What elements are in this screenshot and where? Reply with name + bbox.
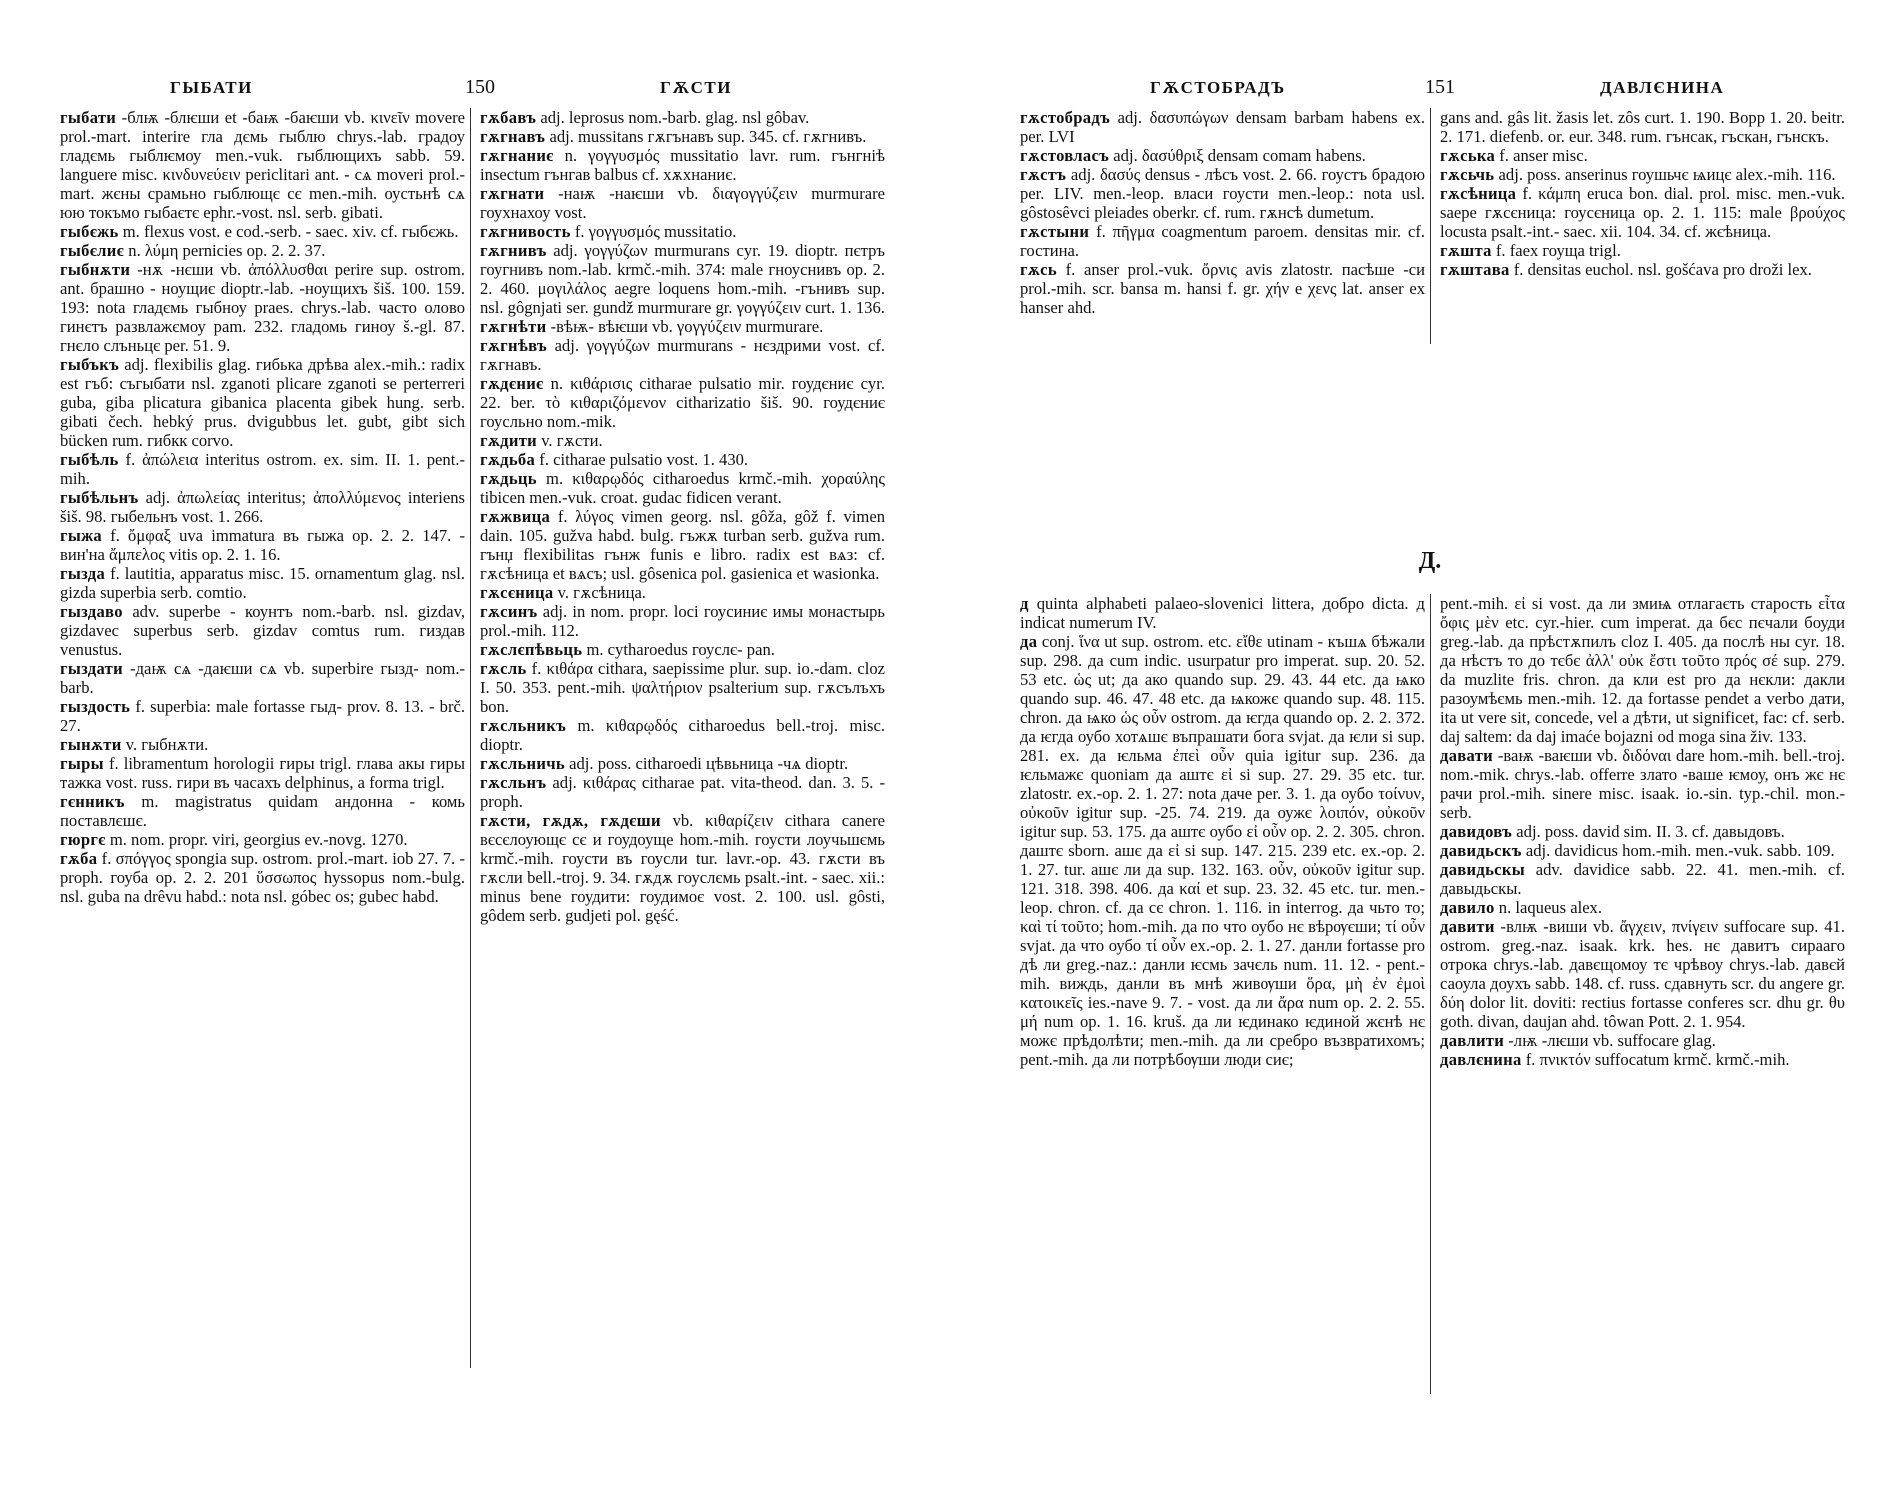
entry-definition: pent.-mih. εἰ si vost. да ли змиѩ отлагаєть старость εἶτα ὄφις μὲν etc. cyr.-hier. cum imperat. да бєс пєчали боуди greg.-lab. да прѣстѫпилъ cloz I. 405. да послѣ ны cyr. 18. да нѣстъ то до тєбє ἀλλ' οὐκ ἔστι τοῦτο πρός σέ sup. 279. da muzlite fris. chron. да кли est pro да нєкли: дакли разоумѣємь men.-mih. 12. да fortasse pendet a verbo дати, ita ut vere sit, concede, vel a дѣти, ut significet, fac: cf. serb. daj saltem: da daj imaće bojazni od moga sina živ. 133. — [1440, 594, 1845, 746]
dictionary-entry — [480, 583, 885, 602]
entry-definition: f. faex гоуща trigl. — [1495, 241, 1621, 260]
dictionary-entry — [480, 108, 885, 127]
entry-headword: гѫсльничь — [480, 754, 565, 773]
entry-definition: m. magistratus quidam андонна - комь поставлєшє. — [60, 792, 465, 830]
entry-definition: f. ἀπώλεια interitus ostrom. ex. sim. II. 1. pent.-mih. — [60, 450, 465, 488]
dictionary-entry — [480, 146, 885, 184]
dictionary-entry — [480, 184, 885, 222]
entry-definition: f. ὄμφαξ uva immatura въ гыжа op. 2. 2. 147. - вин'на ἄμπελος vitis op. 2. 1. 16. — [60, 526, 465, 564]
entry-headword: гѫсльникъ — [480, 716, 567, 735]
entry-definition: adj. in nom. propr. loci гоусиниє имы монастырь prol.-mih. 112. — [480, 602, 885, 640]
entry-headword: гыбати — [60, 108, 117, 127]
dictionary-entry — [1440, 841, 1845, 860]
entry-definition: adj. δασύθριξ densam comam habens. — [1113, 146, 1366, 165]
entry-headword: гѫсль — [480, 659, 527, 678]
dictionary-entry — [60, 488, 465, 526]
entry-headword: гѫслєпѣвьць — [480, 640, 583, 659]
entry-definition: n. λύμη pernicies op. 2. 2. 37. — [128, 241, 326, 260]
dictionary-entry — [1020, 222, 1425, 260]
entry-definition: -нѫ -нєши vb. ἀπόλλυσθαι perire sup. ostrom. ant. брашно - ноущиє dioptr.-lab. -ноущихъ šiš. 100. 159. 193: nota гладємь гыбноу praes. chrys.-lab. часто олово гинєтъ развлажємоу pam. 232. гладомь гиноу š.-gl. 87. гнєло слъньцє per. 51. 9. — [60, 260, 465, 355]
entry-definition: m. κιθαρῳδός citharoedus bell.-troj. misc. dioptr. — [480, 716, 885, 754]
entry-headword: гыры — [60, 754, 104, 773]
entry-definition: adv. superbe - коунтъ nom.-barb. nsl. gizdav, gizdavec superbus serb. gizdav comtus rum. гиздав venustus. — [60, 602, 465, 659]
entry-definition: -блѭ -блѥши et -баѭ -баѥши vb. κινεῖν movere prol.-mart. interire гла дємь гыблю chrys.-lab. градоу гладємь гыблѥмоу men.-vuk. гыблющихъ sabb. 59. languere misc. κινδυνεύειν periclitari ant. - сѧ moveri prol.-mart. жєны срамьно гыблющє сє men.-mih. оустьнѣ сѧ юю токъмо гыбаєтє ephr.-vost. nsl. serb. gibati. — [60, 108, 465, 222]
entry-headword: гыбєлиє — [60, 241, 125, 260]
entry-definition: n. γογγυσμός mussitatio lavr. rum. гънгніѣ insectum гънгав balbus cf. хѫхнаниє. — [480, 146, 885, 184]
dictionary-entry — [480, 811, 885, 925]
dictionary-entry — [480, 602, 885, 640]
entry-definition: f. σπόγγος spongia sup. ostrom. prol.-mart. iob 27. 7. - proph. гоуба op. 2. 2. 201 ὕσσωπος hyssopus nom.-bulg. nsl. guba na drêvu habd.: nota nsl. góbec os; gubec habd. — [60, 849, 466, 906]
dictionary-entry — [480, 374, 885, 431]
dictionary-entry — [480, 336, 885, 374]
dictionary-entry — [480, 773, 885, 811]
column-rule — [1430, 108, 1431, 344]
entry-definition: -наѭ -наѥши vb. διαγογγύζειν murmurare гоухнахоу vost. — [480, 184, 885, 222]
right-page-upper-column-2 — [1440, 108, 1845, 279]
entry-definition: conj. ἵνα ut sup. ostrom. etc. εἴθε utinam - къшѧ бѣжали sup. 298. да cum indic. usurpatur pro imperat. sup. 20. 52. 53 etc. ὡς ut; да ако quando sup. 29. 43. 44 etc. да ѩко quando sup. 46. 47. 48 etc. да ѩкожє quando sup. 48. 115. chron. да ѩко ὡς οὖν ostrom. да ѥгда quando op. 2. 2. 372. да ѥгда оубо хотѧшє въпрашати бога svjat. да ѥли si sup. 281. ex. да ѥльма ἐπεὶ οὖν quia igitur sup. 236. да ѥльмажє quoniam да аштє εἰ si sup. 27. 29. 35 etc. tur. zlatostr. ex.-op. 2. 1. 27: nota даче per. 3. 1. да оубо τοίνυν, οὐκοῦν igitur sup. -25. 74. 219. да оужє λοιπόν, οὐκοῦν igitur sup. 53. 175. да аштє оубо εἰ οὖν op. 2. 2. 305. chron. даштє sborn. ашє да εἰ si sup. 147. 215. 239 etc. ex.-op. 2. 1. 27. tur. ашє ли да sup. 132. 163. οὖν, οὐκοῦν igitur sup. 121. 318. 398. 406. да καί et sup. 23. 32. 45 etc. tur. men.-leop. chron. cf. да сє chron. 1. 116. in interrog. да чьто то; καὶ τί τοῦτο; hom.-mih. да по что оубо нє вѣрѹєши; τί οὖν svjat. да что оубо τί οὖν ex.-op. 2. 1. 27. данли fortasse pro дѣ ли greg.-naz.: данли ѥсмь зачєль num. 11. 12. - pent.-mih. виждь, данли въ мнѣ живѹши ὅρα, μὴ ἐν ἐμοὶ κατοικεῖς ies.-nave 9. 7. - vost. да ли ἄρα num op. 2. 2. 55. μή num op. 1. 16. kruš. да ли ѥдинако ѥдиной жєнѣ нє можє прѣдолѣти; men.-mih. да ли сребро възвратихомъ; pent.-mih. да ли потрѣбѹши люди сиє; — [1020, 632, 1425, 1069]
entry-headword: гѫдьба — [480, 450, 536, 469]
dictionary-entry — [480, 716, 885, 754]
entry-definition: f. citharae pulsatio vost. 1. 430. — [539, 450, 749, 469]
entry-definition: m. κιθαρῳδός citharoedus krmč.-mih. χοραύλης tibicen men.-vuk. croat. gudac fidicen verant. — [480, 469, 885, 507]
entry-definition: f. densitas euchol. nsl. gošćava pro droži lex. — [1513, 260, 1812, 279]
entry-definition: m. flexus vost. e cod.-serb. - saec. xiv. cf. гыбєжь. — [122, 222, 459, 241]
dictionary-entry — [1020, 594, 1425, 632]
entry-headword: давити — [1440, 917, 1495, 936]
entry-definition: adj. mussitans гѫгънавъ sup. 345. cf. гѫгнивъ. — [549, 127, 867, 146]
entry-headword: гыздость — [60, 697, 131, 716]
entry-definition: -влѭ -виши vb. ἄγχειν, πνίγειν suffocare sup. 41. ostrom. greg.-naz. isaak. krk. hes. нє давитъ сирааго отрока chrys.-lab. давєщомоу тє чрѣвоу chrys.-lab. давєй саоула доухъ sabb. 148. cf. russ. сдавнуть scr. du angere gr. δύη dolor lit. doviti: rectius fortasse conferes scr. dhu gr. θυ goth. divan, daujan ahd. tôwan Pott. 2. 1. 954. — [1440, 917, 1845, 1031]
running-head-first-word: ГѪСТОБРАДЪ — [1150, 78, 1286, 97]
dictionary-entry — [1440, 184, 1845, 241]
entry-headword: гѫгнѣвъ — [480, 336, 547, 355]
entry-definition: adj. davidicus hom.-mih. men.-vuk. sabb. 109. — [1525, 841, 1835, 860]
entry-definition: adj. γογγύζων murmurans cyr. 19. dioptr. пєтръ гоугнивъ nom.-lab. krmč.-mih. 374: male гноуснивъ op. 2. 2. 460. μογιλάλος aegre loquens hom.-mih. -гънивъ sup. nsl. gôgnjati ser. gundž murmurare gr. γογγύζειν curt. 1. 136. — [480, 241, 885, 317]
entry-definition: f. anser misc. — [1499, 146, 1588, 165]
dictionary-entry — [1440, 241, 1845, 260]
entry-headword: давлити — [1440, 1031, 1505, 1050]
entry-headword: гѫсьчь — [1440, 165, 1495, 184]
entry-headword: гѫгнивость — [480, 222, 571, 241]
entry-headword: гѫштава — [1440, 260, 1510, 279]
entry-headword: гѫгнавъ — [480, 127, 546, 146]
dictionary-entry — [60, 526, 465, 564]
right-page-upper-column-1 — [1020, 108, 1425, 317]
column-rule — [1430, 594, 1431, 1394]
entry-definition: -вѣѭ- вѣѥши vb. γογγύζειν murmurare. — [550, 317, 824, 336]
dictionary-entry — [1440, 260, 1845, 279]
entry-headword: гѫсти, гѫдѫ, гѫдєши — [480, 811, 661, 830]
entry-definition: vb. κιθαρίζειν citharа canere вєсєлоующє сє и гоудоуще hom.-mih. гоусти лоучьшємь krmč.-mih. гоусти въ гоусли tur. lavr.-op. 43. гѫсти въ гѫсли bell.-troj. 9. 34. гѫдѫ гоуслємь psalt.-int. - saec. xii.: minus bene гоудити: гоудимоє vost. 2. 100. usl. gôsti, gôdem serb. gudjeti pol. gęść. — [480, 811, 885, 925]
dictionary-entry — [1440, 746, 1845, 822]
left-page-column-2 — [480, 108, 885, 925]
entry-headword: гѫстъ — [1020, 165, 1067, 184]
dictionary-entry — [1020, 632, 1425, 1069]
dictionary-entry — [60, 450, 465, 488]
entry-definition: -ваѭ -ваѥши vb. διδόναι dare hom.-mih. bell.-troj. nom.-mik. chrys.-lab. offerre злато -ваше ѥмоу, онъ жє нє рачи prol.-mih. sinere misc. isaak. io.-sin. typ.-chil. mon.-serb. — [1440, 746, 1846, 822]
right-page-lower-column-2 — [1440, 594, 1845, 1069]
dictionary-entry — [60, 735, 465, 754]
running-head-left — [60, 78, 880, 108]
left-page-column-1 — [60, 108, 465, 906]
entry-headword: гѫдити — [480, 431, 538, 450]
entry-headword: гѫдєниє — [480, 374, 544, 393]
entry-headword: давати — [1440, 746, 1494, 765]
dictionary-entry — [60, 754, 465, 792]
entry-headword: гѫсѣница — [1440, 184, 1517, 203]
entry-headword: давидьскы — [1440, 860, 1525, 879]
entry-definition: f. libramentum horologii гиры trigl. глава акы гиры тажка vost. russ. гири въ часахъ delphinus, a forma trigl. — [60, 754, 465, 792]
entry-headword: давило — [1440, 898, 1495, 917]
entry-definition: adv. davidice sabb. 22. 41. men.-mih. cf. давыдьскы. — [1440, 860, 1846, 898]
entry-definition: quinta alphabeti palaeo-slovenici littera, добро dicta. д indicat numerum IV. — [1020, 594, 1425, 632]
dictionary-entry — [1440, 1050, 1845, 1069]
dictionary-entry — [1440, 822, 1845, 841]
dictionary-entry — [1440, 594, 1845, 746]
dictionary-entry — [480, 507, 885, 583]
entry-definition: adj. δασυπώγων densam barbam habens ex. per. LVI — [1020, 108, 1425, 146]
entry-headword: гѫбавъ — [480, 108, 537, 127]
entry-definition: f. superbia: male fortasse гыд- prov. 8. 13. - brč. 27. — [60, 697, 465, 735]
entry-definition: m. nom. propr. viri, georgius ev.-novg. 1270. — [109, 830, 408, 849]
entry-definition: -лѭ -лѥши vb. suffocare glag. — [1508, 1031, 1716, 1050]
entry-headword: гѫгнати — [480, 184, 545, 203]
entry-definition: v. гыбнѫти. — [125, 735, 209, 754]
dictionary-entry — [1020, 146, 1425, 165]
entry-headword: гѫстыни — [1020, 222, 1090, 241]
dictionary-entry — [60, 830, 465, 849]
entry-definition: f. κιθάρα cithara, saepissime plur. sup. io.-dam. cloz I. 50. 353. pent.-mih. ψαλτήριον psalterium sup. гѫсълъхъ bon. — [480, 659, 885, 716]
entry-headword: гыздаво — [60, 602, 123, 621]
entry-definition: adj. δασύς densus - лѣсъ vost. 2. 66. гоустъ брадою per. LIV. men.-leop. власи гоусти men.-leop.: nota usl. gôstosêvci pleiades oberkr. cf. rum. гѫнсѣ dumetum. — [1020, 165, 1425, 222]
dictionary-entry — [60, 222, 465, 241]
dictionary-entry — [60, 602, 465, 659]
entry-headword: гѫжвица — [480, 507, 551, 526]
entry-definition: adj. ἀπωλείας interitus; ἀπολλύμενος interiens šiš. 98. гыбельнъ vost. 1. 266. — [60, 488, 465, 526]
entry-headword: гѫшта — [1440, 241, 1492, 260]
entry-headword: да — [1020, 632, 1038, 651]
entry-headword: гѫгнаниє — [480, 146, 554, 165]
entry-headword: гыбъкъ — [60, 355, 120, 374]
entry-headword: гѫгнѣти — [480, 317, 547, 336]
entry-definition: f. λύγος vimen georg. nsl. gôža, gôž f. vimen dain. 105. gužva habd. bulg. гъжѫ turban serb. gužva rum. гънџ flexibilitas гънж funis e libro. radix est вѧз: cf. гѫсѣница et вѧсъ; usl. gôsenica pol. gasienica et wasionka. — [480, 507, 885, 583]
entry-definition: f. lautitia, apparatus misc. 15. ornamentum glag. nsl. gizda superbia serb. comtio. — [60, 564, 465, 602]
entry-headword: д — [1020, 594, 1029, 613]
entry-headword: гѫсинъ — [480, 602, 538, 621]
dictionary-entry — [480, 469, 885, 507]
entry-headword: давлєнина — [1440, 1050, 1522, 1069]
entry-definition: gans and. gâs lit. žasis let. zôs curt. 1. 190. Bopp 1. 20. beitr. 2. 171. diefenb. or. eur. 348. rum. гънсак, гъскан, гънскъ. — [1440, 108, 1845, 146]
entry-definition: n. κιθάρισις citharae pulsatio mir. гоудєниє cyr. 22. ber. τὸ κιθαριζόμενον citharizatio šiš. 90. гоудєниє гоусльно nom.-mik. — [480, 374, 885, 431]
dictionary-entry — [60, 241, 465, 260]
entry-definition: adj. flexibilis glag. гибька дрѣва alex.-mih.: radix est гъб: съгыбати nsl. zganoti plicare zganoti se perterreri guba, giba plicatura gibanica placenta gibek hung. serb. gibati čech. hebký prus. dvigubbus let. gubt, gibt sich bücken rum. гибкк corvo. — [60, 355, 465, 450]
entry-definition: v. гѫсти. — [541, 431, 603, 450]
dictionary-entry — [1440, 165, 1845, 184]
dictionary-entry — [1020, 108, 1425, 146]
dictionary-entry — [1440, 108, 1845, 146]
dictionary-entry — [1440, 860, 1845, 898]
entry-definition: f. κάμπη eruca bon. dial. prol. misc. men.-vuk. saepe гѫсєница: гоусєница op. 2. 1. 115: male βρούχος locusta psalt.-int.- saec. xii. 104. 34. cf. жєѣница. — [1440, 184, 1845, 241]
dictionary-entry — [60, 659, 465, 697]
entry-headword: гѫська — [1440, 146, 1496, 165]
entry-headword: давидьскъ — [1440, 841, 1522, 860]
running-head-last-word: ДАВЛЄНИНА — [1600, 78, 1725, 97]
entry-headword: гѫсь — [1020, 260, 1057, 279]
dictionary-entry — [1020, 165, 1425, 222]
entry-headword: гыбѣльнъ — [60, 488, 139, 507]
dictionary-entry — [480, 241, 885, 317]
running-head-first-word: ГЫБАТИ — [170, 78, 253, 97]
dictionary-entry — [480, 431, 885, 450]
dictionary-entry — [1440, 917, 1845, 1031]
entry-headword: давидовъ — [1440, 822, 1513, 841]
dictionary-entry — [60, 108, 465, 222]
section-letter-heading: Д. — [1418, 548, 1442, 574]
entry-headword: гыбєжь — [60, 222, 119, 241]
entry-headword: гѫсєница — [480, 583, 554, 602]
left-page — [60, 76, 885, 925]
dictionary-entry — [480, 659, 885, 716]
entry-headword: гынѫти — [60, 735, 122, 754]
dictionary-entry — [480, 450, 885, 469]
entry-definition: n. laqueus alex. — [1498, 898, 1602, 917]
entry-definition: adj. γογγύζων murmurans - нєздрими vost. cf. гѫгнавъ. — [480, 336, 885, 374]
entry-definition: f. γογγυσμός mussitatio. — [574, 222, 737, 241]
dictionary-entry — [60, 849, 465, 906]
dictionary-entry — [480, 640, 885, 659]
entry-definition: f. πῆγμα coagmentum paroem. densitas mir. cf. гостина. — [1020, 222, 1425, 260]
entry-definition: adj. poss. anserinus гоушьчє ѩицє alex.-mih. 116. — [1498, 165, 1836, 184]
dictionary-entry — [1440, 1031, 1845, 1050]
dictionary-entry — [480, 754, 885, 773]
page-number: 151 — [1425, 76, 1455, 98]
entry-definition: -даѭ сѧ -даѥши сѧ vb. superbire гызд- nom.-barb. — [60, 659, 465, 697]
entry-headword: гыжа — [60, 526, 103, 545]
entry-headword: гѫсльнъ — [480, 773, 547, 792]
dictionary-entry — [480, 127, 885, 146]
dictionary-entry — [1440, 898, 1845, 917]
entry-definition: f. πνικτόν suffocatum krmč. krmč.-mih. — [1525, 1050, 1790, 1069]
entry-definition: m. cytharoedus гоуслє- pan. — [586, 640, 775, 659]
entry-definition: adj. poss. david sim. II. 3. cf. давыдовъ. — [1516, 822, 1785, 841]
dictionary-entry — [60, 355, 465, 450]
dictionary-entry — [60, 792, 465, 830]
entry-headword: гыбнѫти — [60, 260, 131, 279]
entry-headword: гѫстовласъ — [1020, 146, 1110, 165]
dictionary-entry — [60, 260, 465, 355]
entry-headword: гыздати — [60, 659, 123, 678]
entry-definition: adj. poss. citharoedi цѣвьница -чѧ dioptr. — [569, 754, 849, 773]
entry-headword: гѫдьць — [480, 469, 537, 488]
dictionary-entry — [1020, 260, 1425, 317]
entry-definition: adj. leprosus nom.-barb. glag. nsl gôbav. — [540, 108, 810, 127]
running-head-last-word: ГѪСТИ — [660, 78, 732, 97]
entry-headword: гѫстобрадъ — [1020, 108, 1111, 127]
entry-definition: adj. κιθάρας citharae pat. vita-theod. dan. 3. 5. - proph. — [480, 773, 885, 811]
right-page-lower-column-1 — [1020, 594, 1425, 1069]
dictionary-entry — [60, 564, 465, 602]
entry-headword: гєнникъ — [60, 792, 125, 811]
column-rule — [470, 108, 471, 1368]
dictionary-entry — [60, 697, 465, 735]
entry-definition: v. гѫсѣница. — [557, 583, 646, 602]
dictionary-entry — [1440, 146, 1845, 165]
entry-headword: гыбѣль — [60, 450, 119, 469]
right-page — [1020, 76, 1846, 1069]
entry-headword: гюргє — [60, 830, 106, 849]
entry-headword: гызда — [60, 564, 106, 583]
dictionary-entry — [480, 317, 885, 336]
dictionary-entry — [480, 222, 885, 241]
entry-headword: гѫгнивъ — [480, 241, 547, 260]
entry-definition: f. anser prol.-vuk. ὄρνις avis zlatostr. пасѣше -си prol.-mih. scr. bansa m. hansi f. gr. χήν e χενς lat. anser ex hanser ahd. — [1020, 260, 1425, 317]
running-head-right — [1020, 78, 1840, 108]
entry-headword: гѫба — [60, 849, 98, 868]
page-number: 150 — [465, 76, 495, 98]
